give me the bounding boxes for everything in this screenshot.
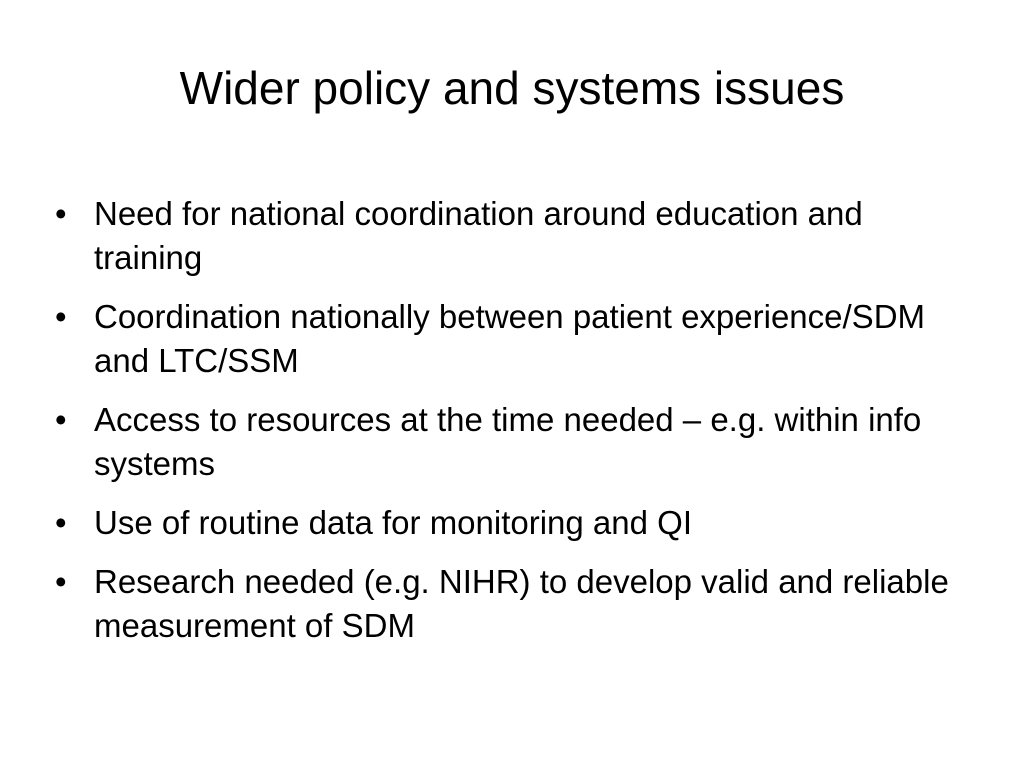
bullet-text: Use of routine data for monitoring and QI	[94, 504, 692, 541]
bullet-icon: •	[55, 504, 67, 541]
bullet-icon: •	[55, 195, 67, 232]
bullet-item	[55, 398, 970, 486]
bullet-list	[55, 192, 970, 663]
bullet-icon: •	[55, 298, 67, 335]
bullet-text: Coordination nationally between patient experience/SDM and LTC/SSM	[94, 298, 926, 379]
bullet-text: Access to resources at the time needed – e.g. within info systems	[94, 401, 922, 482]
bullet-item	[55, 295, 970, 383]
bullet-text: Research needed (e.g. NIHR) to develop valid and reliable measurement of SDM	[94, 563, 949, 644]
bullet-item	[55, 560, 970, 648]
bullet-text: Need for national coordination around education and training	[94, 195, 863, 276]
slide-title: Wider policy and systems issues	[179, 62, 845, 114]
bullet-item	[55, 501, 970, 545]
bullet-icon: •	[55, 401, 67, 438]
bullet-icon: •	[55, 563, 67, 600]
bullet-item	[55, 192, 970, 280]
